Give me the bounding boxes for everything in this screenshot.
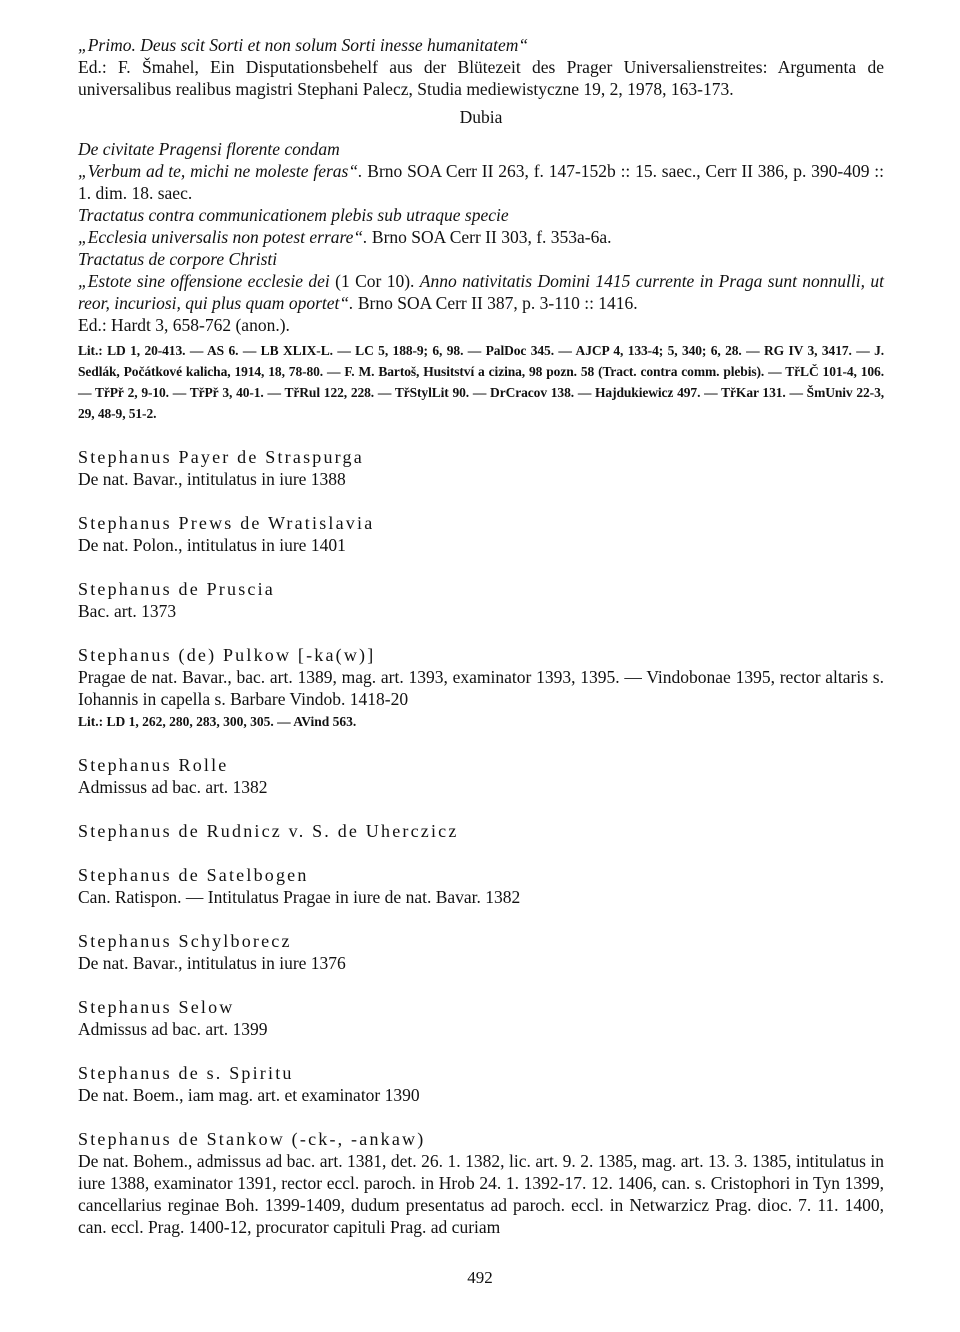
dubia-work-3-details (78, 270, 884, 314)
entry-literature: Lit.: LD 1, 262, 280, 283, 300, 305. — AVind 563. (78, 714, 357, 729)
entry-payer (78, 446, 884, 490)
page-content (78, 34, 884, 1238)
entry-pulkow (78, 644, 884, 732)
dubia-heading: Dubia (459, 107, 503, 127)
entry-name: Stephanus Selow (78, 997, 235, 1017)
entry-text: Admissus ad bac. art. 1382 (78, 777, 268, 797)
work-incipit: „Primo. Deus scit Sorti et non solum Sorti inesse humanitatem“ (78, 35, 529, 55)
dubia-work-3-incipit-b: Anno nativitatis Domini 1415 currente in Praga sunt nonnulli, ut reor, incuriosi, qui plus quam oportet“. (78, 271, 884, 313)
entry-pruscia (78, 578, 884, 622)
entry-text: Can. Ratispon. — Intitulatus Pragae in iure de nat. Bavar. 1382 (78, 887, 521, 907)
entry-name: Stephanus Rolle (78, 755, 229, 775)
entry-text: De nat. Bavar., intitulatus in iure 1388 (78, 469, 346, 489)
dubia-work-3-manuscripts: Brno SOA Cerr II 387, p. 3-110 :: 1416. (353, 293, 638, 313)
entry-selow (78, 996, 884, 1040)
dubia-work-3-edition: Ed.: Hardt 3, 658-762 (anon.). (78, 315, 290, 335)
literature-list: Lit.: LD 1, 20-413. — AS 6. — LB XLIX-L. — LC 5, 188-9; 6, 98. — PalDoc 345. — AJCP 4, 133-4; 5, 340; 6, 28. — RG IV 3, 3417. — J. Sedlák, Počátkové kalicha, 1914, 18, 78-80. — F. M. Bartoš, Husitství a cizina, 98 pozn. 58 (Tract. contra comm. plebis). — TřLČ 101-4, 106. — TřPř 2, 9-10. — TřPř 3, 40-1. — TřRul 122, 228. — TřStylLit 90. — DrCracov 138. — Hajdukiewicz 497. — TřKar 131. — ŠmUniv 22-3, 29, 48-9, 51-2. (78, 343, 884, 421)
edition-note: Ed.: F. Šmahel, Ein Disputationsbehelf aus der Blütezeit des Prager Universalienstreites: Argumenta de universalibus realibus magistri Stephani Palecz, Studia mediewistyczne 19, 2, 1978, 163-173. (78, 57, 884, 99)
dubia-work-2-title: Tractatus contra communicationem plebis sub utraque specie (78, 205, 509, 225)
entry-name: Stephanus Payer de Straspurga (78, 447, 364, 467)
entry-stankow (78, 1128, 884, 1238)
dubia-work-1-details (78, 160, 884, 204)
entry-satelbogen (78, 864, 884, 908)
dubia-work-2-incipit: „Ecclesia universalis non potest errare“. (78, 227, 368, 247)
entry-text: De nat. Bohem., admissus ad bac. art. 1381, det. 26. 1. 1382, lic. art. 9. 2. 1385, mag. art. 13. 3. 1385, intitulatus in iure 1388, examinator 1391, rector eccl. paroch. in Hrob 24. 1. 1392-17. 12. 1406, can. s. Cristophori in Tyn 1399, cancellarius reginae Boh. 1399-1409, dudum presentatus ad paroch. eccl. in Netwarzicz Prag. dioc. 7. 11. 1400, can. eccl. Prag. 1400-12, procurator capituli Prag. ad curiam (78, 1151, 884, 1237)
entry-name: Stephanus de Rudnicz v. S. de Uherczicz (78, 821, 459, 841)
entry-spiritu (78, 1062, 884, 1106)
page-number: 492 (467, 1268, 493, 1287)
entry-text: De nat. Bavar., intitulatus in iure 1376 (78, 953, 346, 973)
dubia-work-3-incipit-a: „Estote sine offensione ecclesie dei (78, 271, 330, 291)
entry-prews (78, 512, 884, 556)
entry-name: Stephanus Prews de Wratislavia (78, 513, 375, 533)
entry-list (78, 446, 884, 1238)
entry-name: Stephanus de Stankow (-ck-, -ankaw) (78, 1129, 426, 1149)
entry-text: De nat. Polon., intitulatus in iure 1401 (78, 535, 346, 555)
entry-rudnicz (78, 820, 884, 842)
entry-schylborecz (78, 930, 884, 974)
entry-text: Admissus ad bac. art. 1399 (78, 1019, 268, 1039)
entry-name: Stephanus (de) Pulkow [-ka(w)] (78, 645, 376, 665)
dubia-work-1-title: De civitate Pragensi florente condam (78, 139, 340, 159)
entry-name: Stephanus de Satelbogen (78, 865, 309, 885)
entry-text: De nat. Boem., iam mag. art. et examinator 1390 (78, 1085, 420, 1105)
entry-text: Pragae de nat. Bavar., bac. art. 1389, mag. art. 1393, examinator 1393, 1395. — Vindobonae 1395, rector altaris s. Iohannis in capella s. Barbare Vindob. 1418-20 (78, 667, 884, 709)
dubia-work-1-manuscripts: Brno SOA Cerr II 263, f. 147-152b :: 15. saec., Cerr II 386, p. 390-409 :: 1. dim. 18. saec. (78, 161, 884, 203)
dubia-work-3-reference: (1 Cor 10). (329, 271, 420, 291)
entry-text: Bac. art. 1373 (78, 601, 177, 621)
entry-name: Stephanus de Pruscia (78, 579, 275, 599)
entry-name: Stephanus Schylborecz (78, 931, 292, 951)
entry-name: Stephanus de s. Spiritu (78, 1063, 294, 1083)
entry-rolle (78, 754, 884, 798)
dubia-work-3-title: Tractatus de corpore Christi (78, 249, 278, 269)
dubia-work-2-details (78, 226, 884, 248)
dubia-work-1-incipit: „Verbum ad te, michi ne moleste feras“. (78, 161, 363, 181)
dubia-work-2-manuscripts: Brno SOA Cerr II 303, f. 353a-6a. (367, 227, 612, 247)
